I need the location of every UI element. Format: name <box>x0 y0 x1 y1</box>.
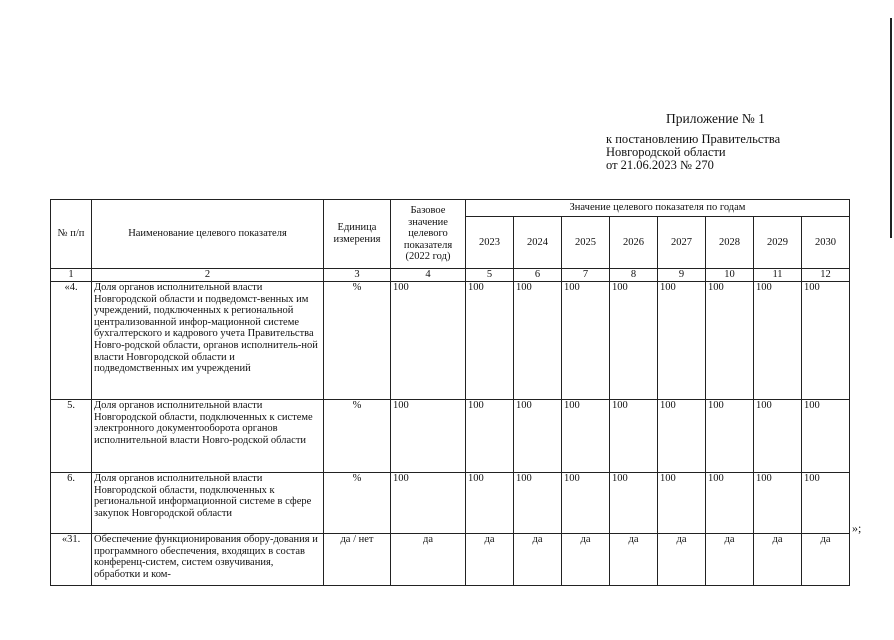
column-number: 11 <box>754 269 802 282</box>
year-value: 100 <box>658 473 706 534</box>
header-year: 2023 <box>466 217 514 269</box>
column-number: 4 <box>391 269 466 282</box>
year-value: да <box>802 534 850 586</box>
year-value: 100 <box>802 400 850 473</box>
year-value: 100 <box>514 400 562 473</box>
column-number: 2 <box>92 269 324 282</box>
indicator-name: Доля органов исполнительной власти Новгородской области, подключенных к региональной информационной системе в сфере закупок Новгородской области <box>92 473 324 534</box>
year-value: 100 <box>802 282 850 400</box>
base-value: 100 <box>391 400 466 473</box>
indicator-unit: % <box>324 400 391 473</box>
table-row <box>51 282 850 400</box>
base-value: да <box>391 534 466 586</box>
year-value: да <box>706 534 754 586</box>
indicator-name: Доля органов исполнительной власти Новгородской области, подключенных к системе электронного документооборота органов исполнительной власти Новго-родской области <box>92 400 324 473</box>
table-row <box>51 400 850 473</box>
appendix-line-1: к постановлению Правительства <box>606 132 781 146</box>
year-value: 100 <box>754 473 802 534</box>
year-value: 100 <box>514 282 562 400</box>
appendix-line-2: Новгородской области <box>606 145 726 159</box>
year-value: 100 <box>466 473 514 534</box>
header-base: Базовое значение целевого показателя (2022 год) <box>391 200 466 269</box>
year-value: 100 <box>658 400 706 473</box>
row-number: «4. <box>51 282 92 400</box>
column-number: 10 <box>706 269 754 282</box>
year-value: 100 <box>610 473 658 534</box>
closing-quote-mark: »; <box>852 521 862 535</box>
row-number: «31. <box>51 534 92 586</box>
header-num: № п/п <box>51 200 92 269</box>
year-value: да <box>754 534 802 586</box>
year-value: 100 <box>466 400 514 473</box>
page-edge-line <box>890 18 892 238</box>
column-number: 5 <box>466 269 514 282</box>
column-number: 3 <box>324 269 391 282</box>
year-value: да <box>658 534 706 586</box>
target-indicators-table <box>50 199 850 586</box>
row-number: 5. <box>51 400 92 473</box>
appendix-line-3: от 21.06.2023 № 270 <box>606 158 714 172</box>
year-value: 100 <box>610 400 658 473</box>
header-year: 2024 <box>514 217 562 269</box>
year-value: да <box>610 534 658 586</box>
header-year: 2027 <box>658 217 706 269</box>
header-year: 2029 <box>754 217 802 269</box>
year-value: 100 <box>754 400 802 473</box>
header-year: 2025 <box>562 217 610 269</box>
year-value: да <box>466 534 514 586</box>
column-number: 12 <box>802 269 850 282</box>
year-value: 100 <box>562 400 610 473</box>
year-value: 100 <box>706 400 754 473</box>
column-number: 7 <box>562 269 610 282</box>
indicator-name: Обеспечение функционирования обору-дования и программного обеспечения, входящих в состав конференц-систем, систем озвучивания, обработки и ком- <box>92 534 324 586</box>
year-value: 100 <box>562 282 610 400</box>
year-value: да <box>562 534 610 586</box>
base-value: 100 <box>391 473 466 534</box>
year-value: 100 <box>658 282 706 400</box>
indicator-unit: % <box>324 473 391 534</box>
year-value: 100 <box>562 473 610 534</box>
year-value: 100 <box>706 473 754 534</box>
indicator-unit: да / нет <box>324 534 391 586</box>
year-value: 100 <box>802 473 850 534</box>
table-row <box>51 473 850 534</box>
column-number-row <box>51 269 850 282</box>
indicator-unit: % <box>324 282 391 400</box>
column-number: 8 <box>610 269 658 282</box>
indicator-name: Доля органов исполнительной власти Новгородской области и подведомст-венных им учреждений, подключенных к региональной централизованной инфор-мационной системе бухгалтерского и кадрового учета Правительства Новго-родской области, органов исполнитель-ной власти Новгородской области и подведомственных им учреждений <box>92 282 324 400</box>
row-number: 6. <box>51 473 92 534</box>
year-value: 100 <box>706 282 754 400</box>
column-number: 1 <box>51 269 92 282</box>
header-unit: Единица измерения <box>324 200 391 269</box>
appendix-title: Приложение № 1 <box>666 111 765 126</box>
header-year: 2028 <box>706 217 754 269</box>
header-year: 2030 <box>802 217 850 269</box>
appendix-header <box>606 112 876 172</box>
year-value: 100 <box>754 282 802 400</box>
year-value: да <box>514 534 562 586</box>
year-value: 100 <box>514 473 562 534</box>
base-value: 100 <box>391 282 466 400</box>
table-row <box>51 534 850 586</box>
header-year: 2026 <box>610 217 658 269</box>
header-name: Наименование целевого показателя <box>92 200 324 269</box>
year-value: 100 <box>466 282 514 400</box>
column-number: 6 <box>514 269 562 282</box>
year-value: 100 <box>610 282 658 400</box>
column-number: 9 <box>658 269 706 282</box>
header-years-group: Значение целевого показателя по годам <box>466 200 850 217</box>
